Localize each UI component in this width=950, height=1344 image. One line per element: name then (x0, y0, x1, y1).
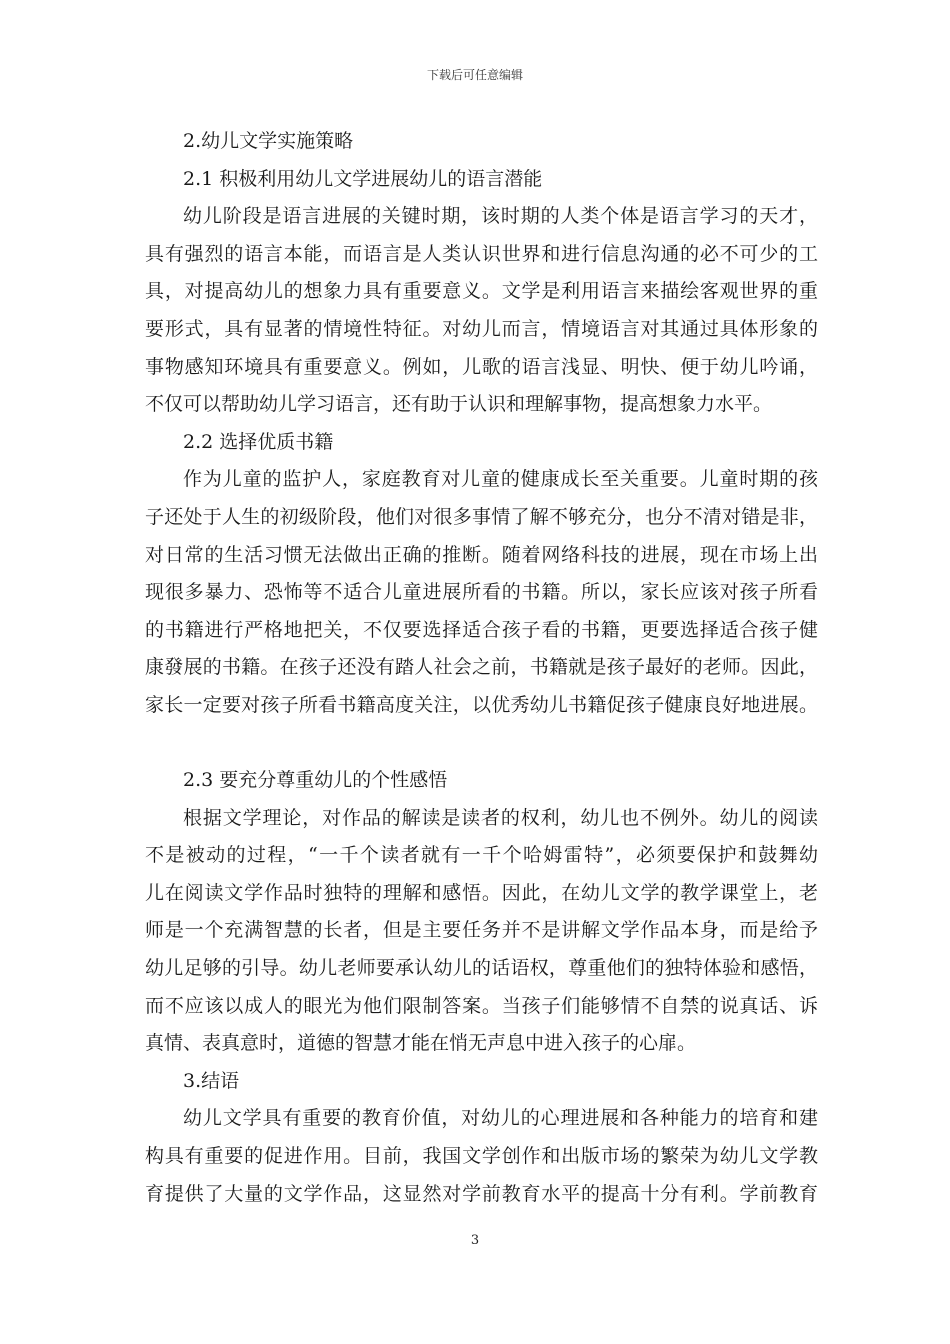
paragraph-line: 幼儿足够的引导。幼儿老师要承认幼儿的话语权，尊重他们的独特体验和感悟， (145, 957, 818, 980)
subsection-heading: 2.2 选择优质书籍 (183, 430, 334, 453)
blank-line (145, 725, 818, 763)
subsection-heading: 2.3 要充分尊重幼儿的个性感悟 (183, 769, 448, 792)
subsection-heading: 2.1 积极利用幼儿文学进展幼儿的语言潜能 (183, 167, 543, 190)
paragraph-line: 儿在阅读文学作品时独特的理解和感悟。因此，在幼儿文学的教学课堂上，老 (145, 881, 818, 904)
paragraph-line: 不仅可以帮助幼儿学习语言，还有助于认识和理解事物，提高想象力水平。 (145, 393, 773, 416)
paragraph-line: 幼儿阶段是语言进展的关键时期，该时期的人类个体是语言学习的天才， (183, 205, 818, 228)
document-body (145, 123, 818, 1213)
paragraph-line: 事物感知环境具有重要意义。例如，儿歌的语言浅显、明快、便于幼儿吟诵， (145, 355, 818, 378)
paragraph-line: 的书籍进行严格地把关，不仅要选择适合孩子看的书籍，更要选择适合孩子健 (145, 618, 818, 641)
section-heading: 2.幼儿文学实施策略 (183, 130, 354, 152)
paragraph-line: 现很多暴力、恐怖等不适合儿童进展所看的书籍。所以，家长应该对孩子所看 (145, 581, 818, 604)
paragraph-line: 幼儿文学具有重要的教育价值，对幼儿的心理进展和各种能力的培育和建 (183, 1107, 818, 1130)
paragraph-line: 根据文学理论，对作品的解读是读者的权利，幼儿也不例外。幼儿的阅读 (183, 806, 818, 829)
paragraph-line: 作为儿童的监护人，家庭教育对儿童的健康成长至关重要。儿童时期的孩 (183, 468, 818, 491)
paragraph-line: 具，对提高幼儿的想象力具有重要意义。文学是利用语言来描绘客观世界的重 (145, 280, 818, 303)
paragraph-line: 要形式，具有显著的情境性特征。对幼儿而言，情境语言对其通过具体形象的 (145, 317, 818, 340)
paragraph-line: 构具有重要的促进作用。目前，我国文学创作和出版市场的繁荣为幼儿文学教 (145, 1145, 818, 1168)
paragraph-line: 育提供了大量的文学作品，这显然对学前教育水平的提高十分有利。学前教育 (145, 1182, 818, 1205)
paragraph-line: 子还处于人生的初级阶段，他们对很多事情了解不够充分，也分不清对错是非， (145, 505, 818, 528)
paragraph-line: 康發展的书籍。在孩子还没有踏人社会之前，书籍就是孩子最好的老师。因此， (145, 656, 818, 679)
paragraph-line: 而不应该以成人的眼光为他们限制答案。当孩子们能够情不自禁的说真话、诉 (145, 994, 818, 1017)
paragraph-line: 家长一定要对孩子所看书籍高度关注，以优秀幼儿书籍促孩子健康良好地进展。 (145, 693, 818, 716)
page-header: 下载后可任意编辑 (426, 68, 523, 82)
page-number: 3 (470, 1233, 480, 1248)
paragraph-line: 师是一个充满智慧的长者，但是主要任务并不是讲解文学作品本身，而是给予 (145, 919, 818, 942)
paragraph-line: 对日常的生活习惯无法做出正确的推断。随着网络科技的进展，现在市场上出 (145, 543, 818, 566)
paragraph-line: 不是被动的过程，“一千个读者就有一千个哈姆雷特”，必须要保护和鼓舞幼 (145, 844, 818, 867)
paragraph-line: 具有强烈的语言本能，而语言是人类认识世界和进行信息沟通的必不可少的工 (145, 242, 818, 265)
paragraph-line: 真情、表真意时，道德的智慧才能在悄无声息中进入孩子的心扉。 (145, 1032, 697, 1055)
section-heading: 3.结语 (183, 1069, 240, 1092)
